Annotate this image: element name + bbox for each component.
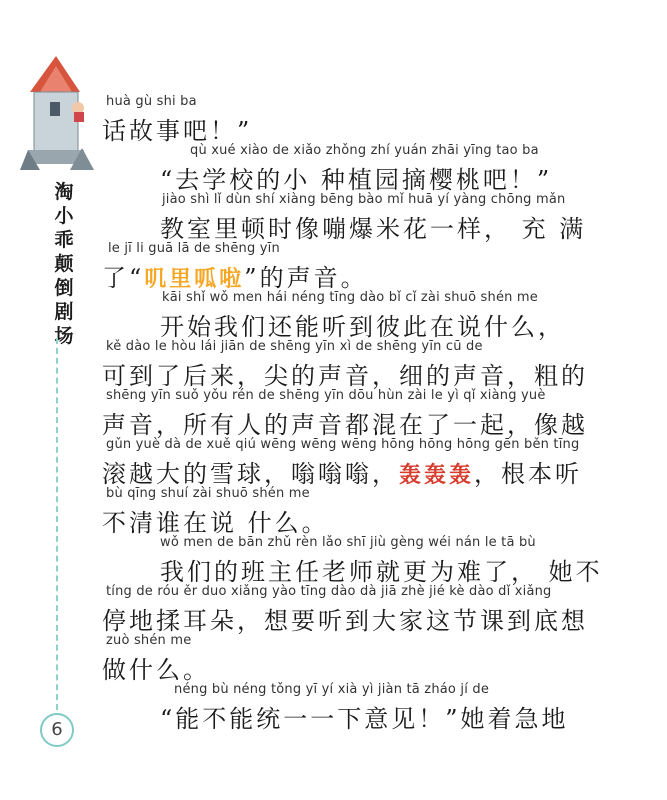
sidebar-title-char: 乖 (54, 229, 74, 251)
pinyin-line: qù xué xiào de xiǎo zhǒng zhí yuán zhāi yīng tao ba (190, 143, 539, 158)
pinyin-line: bù qīng shuí zài shuō shén me (106, 486, 310, 501)
onomatopoeia-highlight: 轰轰轰 (399, 462, 475, 488)
hanzi-line: “能不能统一一下意见！”她着急地 (160, 705, 569, 733)
hanzi-text: 了“ (102, 264, 145, 292)
pinyin-line: kě dào le hòu lái jiān de shēng yīn xì de shēng yīn cū de (106, 339, 483, 354)
pinyin-line: jiào shì lǐ dùn shí xiàng bēng bào mǐ huā yí yàng chōng mǎn (162, 192, 566, 207)
pinyin-line: zuò shén me (106, 633, 192, 648)
pinyin-line: wǒ men de bān zhǔ rèn lǎo shī jiù gèng wéi nán le tā bù (160, 535, 536, 550)
hanzi-line: 开始我们还能听到彼此在说什么， (160, 313, 565, 341)
hanzi-line: 做什么。 (102, 656, 210, 684)
sidebar-title-char: 剧 (54, 301, 74, 323)
hanzi-text: ”的声音。 (244, 264, 368, 292)
pinyin-line: néng bù néng tǒng yī yí xià yì jiàn tā zháo jí de (174, 682, 490, 697)
hanzi-line: 不清谁在说 什么。 (102, 509, 329, 537)
pinyin-line: huà gù shi ba (106, 94, 197, 109)
sidebar-title-char: 场 (54, 325, 74, 347)
sidebar-title-char: 倒 (54, 277, 74, 299)
pinyin-line: le jī li guā lā de shēng yīn (108, 241, 280, 256)
sidebar-title (52, 180, 76, 348)
sidebar-title-char: 淘 (54, 181, 74, 203)
hanzi-line (102, 454, 582, 489)
hanzi-text: 滚越大的雪球，嗡嗡嗡， (102, 460, 399, 488)
onomatopoeia-highlight: 叽里呱啦 (144, 266, 245, 292)
hanzi-text: ，根本听 (474, 460, 583, 488)
hanzi-line: 可到了后来，尖的声音，细的声音，粗的 (102, 362, 588, 390)
hanzi-line: 声音，所有人的声音都混在了一起，像越 (102, 411, 588, 439)
pinyin-line: gǔn yuè dà de xuě qiú wēng wēng wēng hōng hōng hōng gēn běn tīng (106, 437, 580, 452)
pinyin-line: kāi shǐ wǒ men hái néng tīng dào bǐ cǐ zài shuō shén me (162, 290, 538, 305)
hanzi-line: 教室里顿时像嘣爆米花一样， 充 满 (160, 215, 587, 243)
pinyin-line: tíng de róu ěr duo xiǎng yào tīng dào dà jiā zhè jié kè dào dǐ xiǎng (106, 584, 552, 599)
page-number: 6 (40, 713, 74, 747)
sidebar-dashed-divider (56, 338, 58, 710)
hanzi-line: “去学校的小 种植园摘樱桃吧！” (160, 166, 553, 194)
tower-illustration (20, 52, 98, 170)
sidebar-title-char: 小 (54, 205, 74, 227)
hanzi-line (102, 258, 368, 293)
hanzi-line: 停地揉耳朵，想要听到大家这节课到底想 (102, 607, 588, 635)
hanzi-line: 我们的班主任老师就更为难了， 她不 (160, 558, 603, 586)
hanzi-line: 话故事吧！” (102, 117, 253, 145)
sidebar-title-char: 颠 (54, 253, 74, 275)
pinyin-line: shēng yīn suǒ yǒu rén de shēng yīn dōu hùn zài le yì qǐ xiàng yuè (106, 388, 546, 403)
